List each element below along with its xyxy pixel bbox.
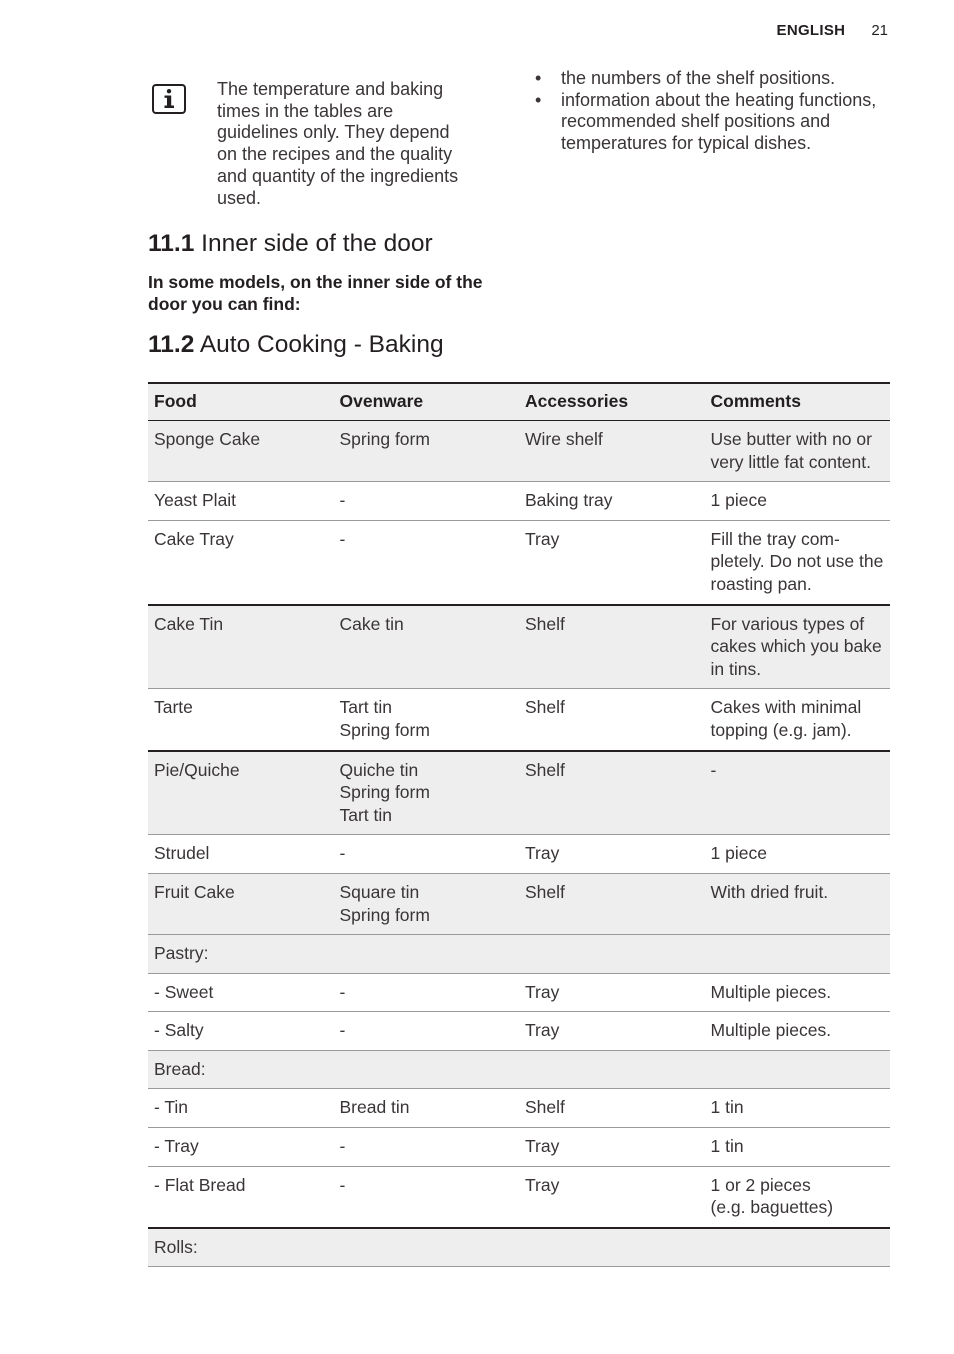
- cell-food: - Sweet: [148, 973, 334, 1012]
- table-row: [148, 1050, 890, 1089]
- table-header-row: [148, 383, 890, 421]
- cell-accessories: Tray: [519, 973, 705, 1012]
- cell-ovenware: -: [334, 973, 520, 1012]
- cell-ovenware: -: [334, 835, 520, 874]
- section-heading-inner-door: [148, 230, 433, 258]
- cell-comments: Fill the tray com- pletely. Do not use the roasting pan.: [705, 520, 891, 604]
- cell-comments: [705, 1228, 891, 1267]
- table-row: [148, 935, 890, 974]
- cell-accessories: [519, 1050, 705, 1089]
- table-row: [148, 1228, 890, 1267]
- cell-comments: Multiple pieces.: [705, 1012, 891, 1051]
- cell-comments: [705, 935, 891, 974]
- cell-food: Rolls:: [148, 1228, 334, 1267]
- table-row: [148, 1089, 890, 1128]
- cell-ovenware: [334, 1050, 520, 1089]
- cell-accessories: [519, 1228, 705, 1267]
- cell-accessories: Tray: [519, 835, 705, 874]
- cell-ovenware: -: [334, 482, 520, 521]
- cell-food: Strudel: [148, 835, 334, 874]
- table-row: [148, 1166, 890, 1228]
- cell-accessories: Shelf: [519, 751, 705, 835]
- cell-comments: [705, 1050, 891, 1089]
- cell-accessories: Wire shelf: [519, 421, 705, 482]
- cell-ovenware: -: [334, 1012, 520, 1051]
- cell-food: Pastry:: [148, 935, 334, 974]
- cell-comments: Cakes with minimal topping (e.g. jam).: [705, 689, 891, 751]
- cell-comments: -: [705, 751, 891, 835]
- cell-comments: 1 or 2 pieces (e.g. baguettes): [705, 1166, 891, 1228]
- section-title: Auto Cooking - Baking: [199, 331, 444, 358]
- cell-comments: 1 piece: [705, 835, 891, 874]
- table-row: [148, 520, 890, 604]
- cell-accessories: Shelf: [519, 605, 705, 689]
- table-row: [148, 482, 890, 521]
- info-note-text: The temperature and baking times in the tables are guidelines only. They depend on the recipes and the quality and quantity of the ingredients used.: [217, 79, 459, 208]
- cell-accessories: [519, 935, 705, 974]
- section-number: 11.1: [148, 230, 195, 257]
- cell-food: - Salty: [148, 1012, 334, 1051]
- cell-ovenware: Square tin Spring form: [334, 873, 520, 934]
- cell-comments: 1 piece: [705, 482, 891, 521]
- cell-food: Yeast Plait: [148, 482, 334, 521]
- table-row: [148, 689, 890, 751]
- cell-food: - Tin: [148, 1089, 334, 1128]
- cell-comments: Multiple pieces.: [705, 973, 891, 1012]
- cell-accessories: Shelf: [519, 873, 705, 934]
- cell-accessories: Tray: [519, 1012, 705, 1051]
- table-row: [148, 751, 890, 835]
- bullet-item: • information about the heating functions, recommended shelf positions and temperatures for typical dishes.: [533, 90, 893, 155]
- cell-ovenware: Cake tin: [334, 605, 520, 689]
- baking-table: [148, 382, 890, 1267]
- cell-ovenware: -: [334, 520, 520, 604]
- section-heading-auto-cooking: [148, 331, 444, 359]
- cell-food: Pie/Quiche: [148, 751, 334, 835]
- cell-food: Cake Tin: [148, 605, 334, 689]
- table-row: [148, 973, 890, 1012]
- table-row: [148, 1128, 890, 1167]
- column-header-comments: Comments: [705, 383, 891, 421]
- language-label: ENGLISH: [776, 22, 846, 39]
- bullet-item: • the numbers of the shelf positions.: [533, 68, 893, 90]
- cell-comments: For various types of cakes which you bake in tins.: [705, 605, 891, 689]
- cell-ovenware: Tart tin Spring form: [334, 689, 520, 751]
- cell-comments: 1 tin: [705, 1089, 891, 1128]
- cell-comments: Use butter with no or very little fat content.: [705, 421, 891, 482]
- cell-comments: 1 tin: [705, 1128, 891, 1167]
- cell-ovenware: Spring form: [334, 421, 520, 482]
- cell-food: - Flat Bread: [148, 1166, 334, 1228]
- bullet-list: [533, 68, 893, 155]
- cell-accessories: Tray: [519, 520, 705, 604]
- column-header-ovenware: Ovenware: [334, 383, 520, 421]
- column-header-food: Food: [148, 383, 334, 421]
- cell-food: Bread:: [148, 1050, 334, 1089]
- page-header: [777, 22, 888, 39]
- section-title: Inner side of the door: [201, 230, 433, 257]
- cell-accessories: Shelf: [519, 1089, 705, 1128]
- cell-food: Fruit Cake: [148, 873, 334, 934]
- cell-comments: With dried fruit.: [705, 873, 891, 934]
- cell-ovenware: Bread tin: [334, 1089, 520, 1128]
- table-row: [148, 835, 890, 874]
- column-header-accessories: Accessories: [519, 383, 705, 421]
- cell-ovenware: -: [334, 1166, 520, 1228]
- cell-food: Cake Tray: [148, 520, 334, 604]
- cell-food: Tarte: [148, 689, 334, 751]
- cell-accessories: Shelf: [519, 689, 705, 751]
- cell-ovenware: [334, 935, 520, 974]
- table-row: [148, 605, 890, 689]
- cell-food: - Tray: [148, 1128, 334, 1167]
- cell-accessories: Tray: [519, 1128, 705, 1167]
- section-number: 11.2: [148, 331, 195, 358]
- cell-ovenware: Quiche tin Spring form Tart tin: [334, 751, 520, 835]
- cell-accessories: Tray: [519, 1166, 705, 1228]
- table-row: [148, 1012, 890, 1051]
- cell-food: Sponge Cake: [148, 421, 334, 482]
- info-icon: [152, 84, 186, 114]
- page-number: 21: [871, 22, 888, 39]
- section-intro: In some models, on the inner side of the door you can find:: [148, 272, 483, 314]
- cell-ovenware: -: [334, 1128, 520, 1167]
- cell-accessories: Baking tray: [519, 482, 705, 521]
- cell-ovenware: [334, 1228, 520, 1267]
- table-row: [148, 873, 890, 934]
- table-row: [148, 421, 890, 482]
